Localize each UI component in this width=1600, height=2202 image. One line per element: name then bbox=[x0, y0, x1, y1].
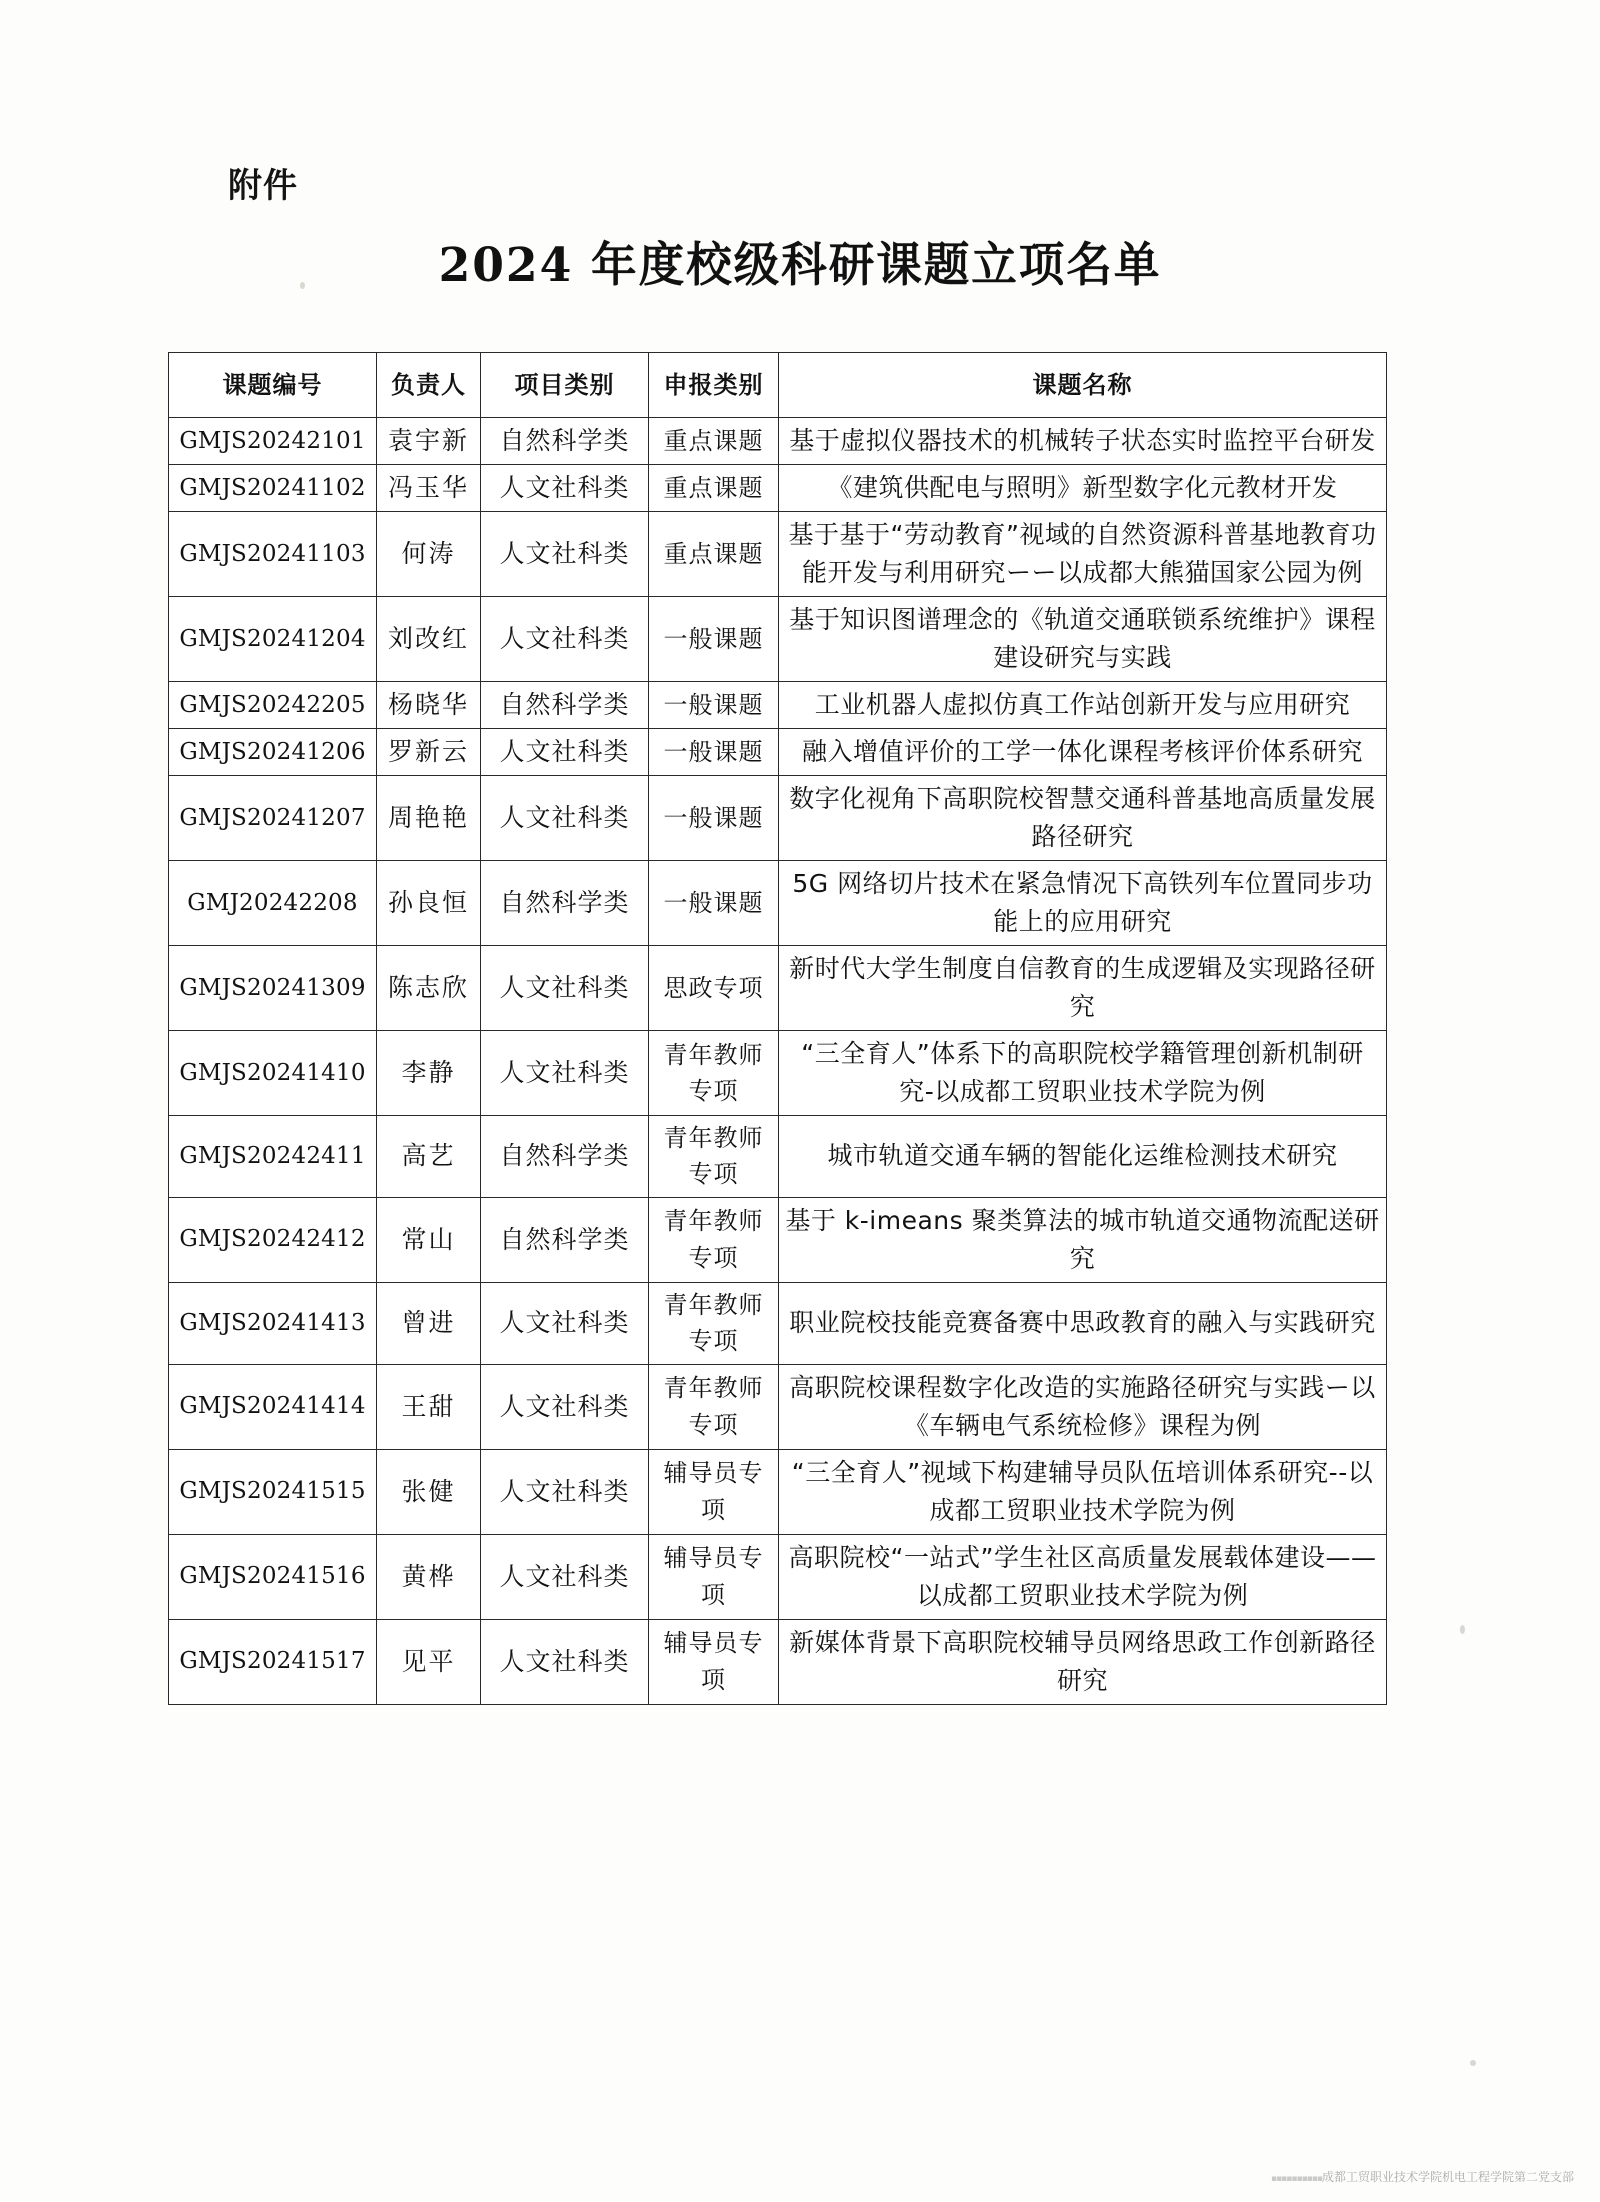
cell-apply: 重点课题 bbox=[649, 418, 779, 465]
table-body bbox=[169, 418, 1387, 1705]
cell-lead: 张健 bbox=[377, 1449, 481, 1534]
cell-lead: 陈志欣 bbox=[377, 946, 481, 1031]
table-row bbox=[169, 1031, 1387, 1116]
cell-ptitle: 基于虚拟仪器技术的机械转子状态实时监控平台研发 bbox=[779, 418, 1387, 465]
cell-ptitle: 数字化视角下高职院校智慧交通科普基地高质量发展路径研究 bbox=[779, 776, 1387, 861]
cell-code: GMJS20241515 bbox=[169, 1449, 377, 1534]
table-header-row bbox=[169, 353, 1387, 418]
table-row bbox=[169, 1449, 1387, 1534]
cell-ptitle: 基于 k-imeans 聚类算法的城市轨道交通物流配送研究 bbox=[779, 1197, 1387, 1282]
table-row bbox=[169, 1534, 1387, 1619]
cell-apply: 青年教师专项 bbox=[649, 1031, 779, 1116]
cell-lead: 王甜 bbox=[377, 1364, 481, 1449]
cell-lead: 李静 bbox=[377, 1031, 481, 1116]
table-row bbox=[169, 946, 1387, 1031]
cell-code: GMJS20242411 bbox=[169, 1116, 377, 1198]
cell-ptitle: 基于知识图谱理念的《轨道交通联锁系统维护》课程建设研究与实践 bbox=[779, 597, 1387, 682]
cell-apply: 辅导员专项 bbox=[649, 1534, 779, 1619]
cell-ptitle: “三全育人”体系下的高职院校学籍管理创新机制研究-以成都工贸职业技术学院为例 bbox=[779, 1031, 1387, 1116]
cell-apply: 辅导员专项 bbox=[649, 1619, 779, 1704]
cell-ptitle: 城市轨道交通车辆的智能化运维检测技术研究 bbox=[779, 1116, 1387, 1198]
cell-apply: 思政专项 bbox=[649, 946, 779, 1031]
column-header-proj: 项目类别 bbox=[481, 353, 649, 418]
table-row bbox=[169, 1116, 1387, 1198]
cell-proj: 自然科学类 bbox=[481, 682, 649, 729]
scan-speck bbox=[1470, 2060, 1476, 2066]
cell-proj: 人文社科类 bbox=[481, 729, 649, 776]
table-row bbox=[169, 418, 1387, 465]
footer-watermark-text: 成都工贸职业技术学院机电工程学院第二党支部 bbox=[1321, 2170, 1574, 2184]
cell-ptitle: 《建筑供配电与照明》新型数字化元教材开发 bbox=[779, 465, 1387, 512]
cell-proj: 自然科学类 bbox=[481, 1197, 649, 1282]
cell-proj: 人文社科类 bbox=[481, 1449, 649, 1534]
table-row bbox=[169, 465, 1387, 512]
cell-proj: 人文社科类 bbox=[481, 597, 649, 682]
column-header-apply: 申报类别 bbox=[649, 353, 779, 418]
table-row bbox=[169, 597, 1387, 682]
cell-proj: 人文社科类 bbox=[481, 1534, 649, 1619]
cell-lead: 罗新云 bbox=[377, 729, 481, 776]
cell-lead: 见平 bbox=[377, 1619, 481, 1704]
cell-lead: 常山 bbox=[377, 1197, 481, 1282]
cell-proj: 人文社科类 bbox=[481, 1619, 649, 1704]
cell-lead: 孙良恒 bbox=[377, 861, 481, 946]
cell-apply: 青年教师专项 bbox=[649, 1364, 779, 1449]
cell-proj: 人文社科类 bbox=[481, 465, 649, 512]
project-listing-table bbox=[168, 352, 1387, 1705]
column-header-title: 课题名称 bbox=[779, 353, 1387, 418]
cell-proj: 人文社科类 bbox=[481, 1031, 649, 1116]
cell-apply: 一般课题 bbox=[649, 597, 779, 682]
cell-apply: 辅导员专项 bbox=[649, 1449, 779, 1534]
cell-lead: 黄桦 bbox=[377, 1534, 481, 1619]
page-title: 2024 年度校级科研课题立项名单 bbox=[438, 238, 1162, 293]
cell-apply: 一般课题 bbox=[649, 682, 779, 729]
footer-watermark bbox=[0, 2168, 1574, 2185]
cell-code: GMJS20242101 bbox=[169, 418, 377, 465]
cell-code: GMJS20241309 bbox=[169, 946, 377, 1031]
footer-smudge: ▪▪▪▪▪▪▪▪▪▪ bbox=[1270, 2174, 1322, 2184]
table-row bbox=[169, 776, 1387, 861]
cell-apply: 青年教师专项 bbox=[649, 1282, 779, 1364]
cell-lead: 曾进 bbox=[377, 1282, 481, 1364]
cell-proj: 自然科学类 bbox=[481, 1116, 649, 1198]
cell-ptitle: 新时代大学生制度自信教育的生成逻辑及实现路径研究 bbox=[779, 946, 1387, 1031]
cell-code: GMJS20241516 bbox=[169, 1534, 377, 1619]
cell-ptitle: 高职院校课程数字化改造的实施路径研究与实践ー以《车辆电气系统检修》课程为例 bbox=[779, 1364, 1387, 1449]
cell-code: GMJS20242412 bbox=[169, 1197, 377, 1282]
cell-apply: 重点课题 bbox=[649, 465, 779, 512]
column-header-code: 课题编号 bbox=[169, 353, 377, 418]
cell-proj: 自然科学类 bbox=[481, 861, 649, 946]
cell-apply: 一般课题 bbox=[649, 861, 779, 946]
cell-code: GMJS20241102 bbox=[169, 465, 377, 512]
column-header-lead: 负责人 bbox=[377, 353, 481, 418]
cell-code: GMJ20242208 bbox=[169, 861, 377, 946]
table-row bbox=[169, 1619, 1387, 1704]
table-row bbox=[169, 861, 1387, 946]
cell-ptitle: 新媒体背景下高职院校辅导员网络思政工作创新路径研究 bbox=[779, 1619, 1387, 1704]
cell-lead: 高艺 bbox=[377, 1116, 481, 1198]
cell-proj: 人文社科类 bbox=[481, 1282, 649, 1364]
cell-code: GMJS20241414 bbox=[169, 1364, 377, 1449]
cell-lead: 何涛 bbox=[377, 512, 481, 597]
cell-proj: 人文社科类 bbox=[481, 776, 649, 861]
cell-ptitle: “三全育人”视域下构建辅导员队伍培训体系研究--以成都工贸职业技术学院为例 bbox=[779, 1449, 1387, 1534]
cell-code: GMJS20241413 bbox=[169, 1282, 377, 1364]
cell-proj: 人文社科类 bbox=[481, 1364, 649, 1449]
cell-code: GMJS20242205 bbox=[169, 682, 377, 729]
cell-ptitle: 融入增值评价的工学一体化课程考核评价体系研究 bbox=[779, 729, 1387, 776]
table-row bbox=[169, 512, 1387, 597]
cell-code: GMJS20241410 bbox=[169, 1031, 377, 1116]
cell-ptitle: 职业院校技能竞赛备赛中思政教育的融入与实践研究 bbox=[779, 1282, 1387, 1364]
cell-proj: 人文社科类 bbox=[481, 946, 649, 1031]
table-row bbox=[169, 729, 1387, 776]
cell-lead: 袁宇新 bbox=[377, 418, 481, 465]
cell-code: GMJS20241206 bbox=[169, 729, 377, 776]
cell-ptitle: 高职院校“一站式”学生社区高质量发展载体建设——以成都工贸职业技术学院为例 bbox=[779, 1534, 1387, 1619]
table-row bbox=[169, 1364, 1387, 1449]
table-row bbox=[169, 1282, 1387, 1364]
table-row bbox=[169, 1197, 1387, 1282]
cell-apply: 一般课题 bbox=[649, 729, 779, 776]
cell-lead: 刘改红 bbox=[377, 597, 481, 682]
cell-code: GMJS20241207 bbox=[169, 776, 377, 861]
cell-apply: 一般课题 bbox=[649, 776, 779, 861]
scan-speck bbox=[1460, 1625, 1465, 1634]
cell-proj: 人文社科类 bbox=[481, 512, 649, 597]
cell-ptitle: 5G 网络切片技术在紧急情况下高铁列车位置同步功能上的应用研究 bbox=[779, 861, 1387, 946]
attachment-label: 附件 bbox=[228, 166, 298, 206]
project-listing-table-wrapper bbox=[168, 352, 1386, 1705]
cell-proj: 自然科学类 bbox=[481, 418, 649, 465]
cell-apply: 青年教师专项 bbox=[649, 1116, 779, 1198]
cell-ptitle: 基于基于“劳动教育”视域的自然资源科普基地教育功能开发与利用研究ーー以成都大熊猫国家公园为例 bbox=[779, 512, 1387, 597]
cell-lead: 冯玉华 bbox=[377, 465, 481, 512]
cell-lead: 周艳艳 bbox=[377, 776, 481, 861]
cell-lead: 杨晓华 bbox=[377, 682, 481, 729]
cell-code: GMJS20241103 bbox=[169, 512, 377, 597]
table-row bbox=[169, 682, 1387, 729]
cell-code: GMJS20241517 bbox=[169, 1619, 377, 1704]
cell-code: GMJS20241204 bbox=[169, 597, 377, 682]
cell-ptitle: 工业机器人虚拟仿真工作站创新开发与应用研究 bbox=[779, 682, 1387, 729]
cell-apply: 青年教师专项 bbox=[649, 1197, 779, 1282]
table-header bbox=[169, 353, 1387, 418]
cell-apply: 重点课题 bbox=[649, 512, 779, 597]
